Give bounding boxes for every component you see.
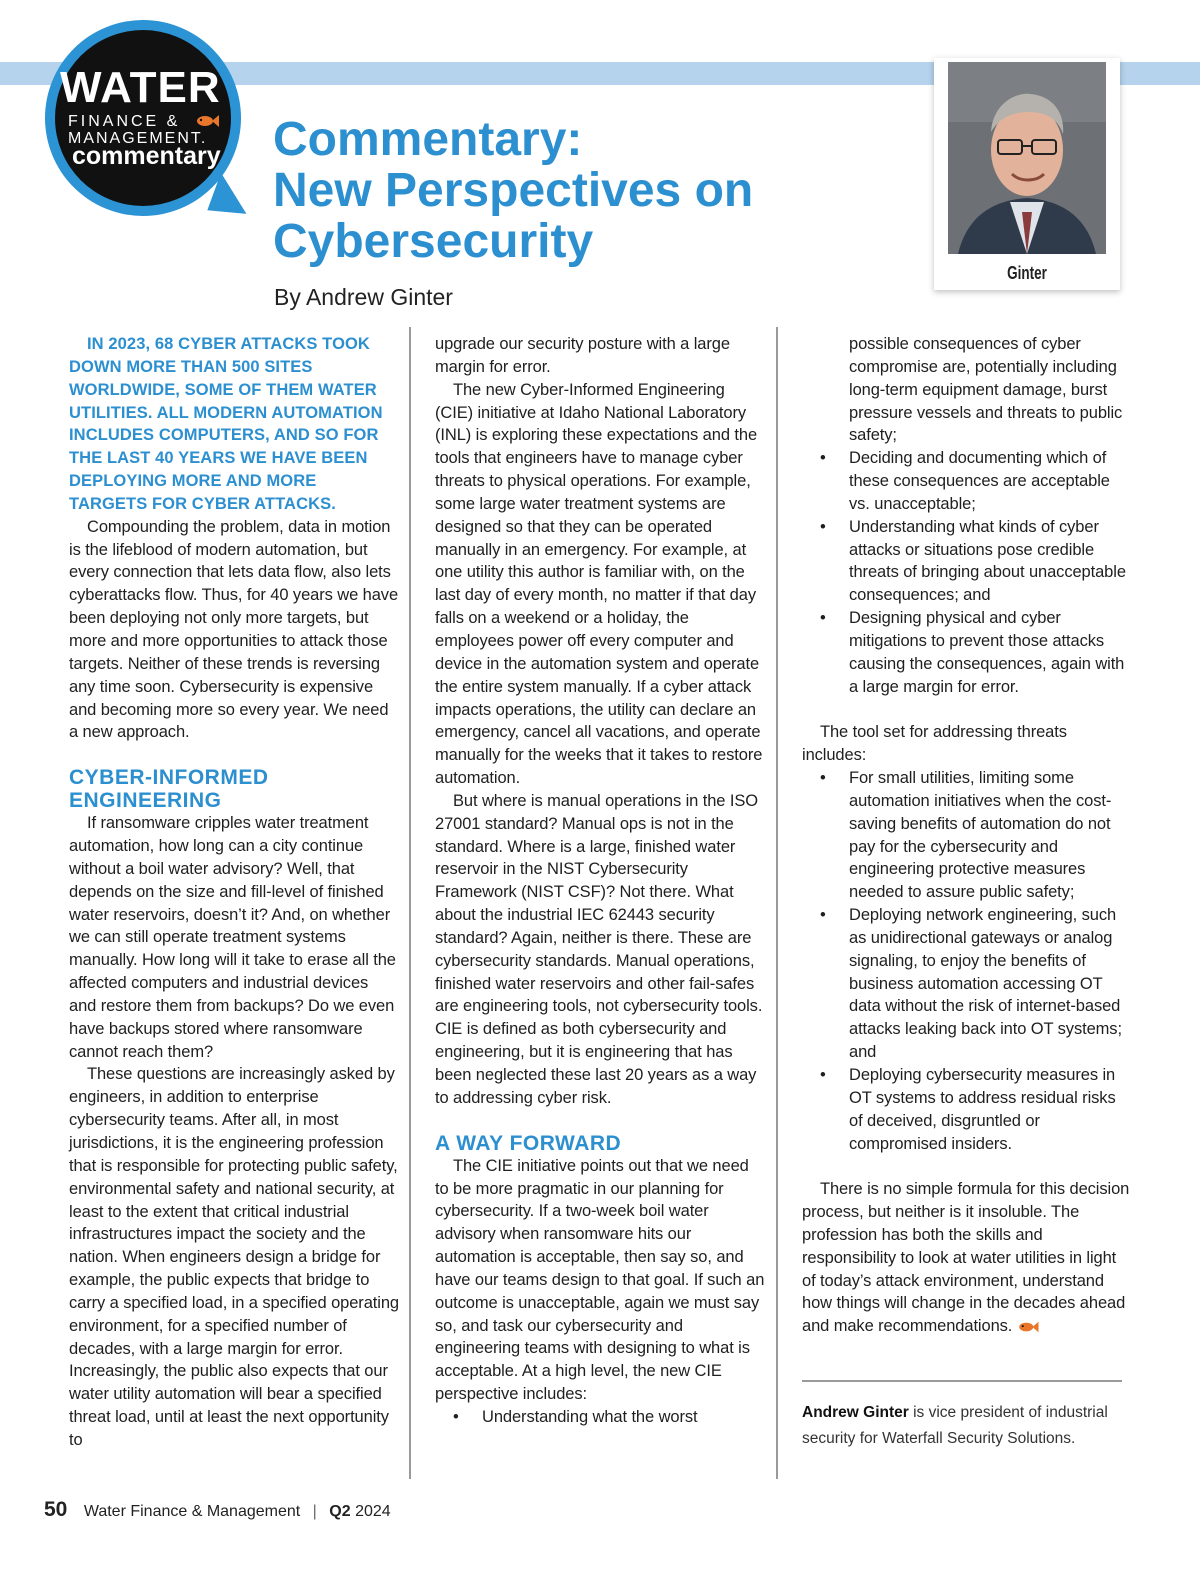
section-heading: CYBER-INFORMED ENGINEERING [69,766,269,813]
page-footer [44,1498,391,1522]
issue-quarter: Q2 [329,1503,351,1520]
publication-name: Water Finance & Management [83,1503,301,1520]
title-line-3: Cybersecurity [273,215,594,268]
column-divider [409,327,411,1479]
end-mark-fish-icon [1017,1320,1039,1334]
list-item-continued: possible consequences of cyber compromise are, potentially including long-term equipment damage, burst pressure vessels and threats to public safety; [849,335,1123,445]
title-line-1: Commentary: [273,113,583,166]
list-item: • Understanding what the worst [482,1406,765,1429]
footer-separator: | [312,1503,317,1520]
column-1 [69,333,399,1452]
bullet-list [435,1406,765,1429]
logo-word-management: MANAGEMENT. [68,130,208,147]
fish-icon [195,113,219,129]
logo-word-water: WATER [60,63,221,112]
list-item: • Understanding what kinds of cyber attacks or situations pose credible threats of bringing about unacceptable consequences; and [849,516,1132,607]
bio-divider [802,1380,1122,1382]
closing-text: There is no simple formula for this decision process, but neither is it insoluble. The profession has both the skills and responsibility to look at water utilities in light of today’s attack environment, understand how things will change in the decades ahead and make recommendations. [802,1180,1130,1336]
logo-word-finance: FINANCE & [68,113,181,130]
author-portrait-icon [948,62,1106,254]
paragraph: The CIE initiative points out that we need to be more pragmatic in our planning for cybersecurity. If a two-week boil water advisory when ransomware hits our automation is acceptable, then say so, and have our teams design to that goal. If such an outcome is unacceptable, again we must say so, and task our cybersecurity and engineering teams with designing to what is acceptable. At a high level, the new CIE perspective includes: [435,1156,765,1404]
column-divider [776,327,778,1479]
bullet-list [802,767,1132,1155]
paragraph: If ransomware cripples water treatment automation, how long can a city continue without a boil water advisory? Well, that depends on the size and fill-level of finished water reservoirs, doesn’t it? And, on whether we can still operate treatment systems manually. How long will it take to erase all the affected computers and industrial devices and restore them from backups? Do we even have backups stored where ransomware cannot reach them? [69,814,396,1061]
author-photo-card [934,58,1120,290]
paragraph: Compounding the problem, data in motion is the lifeblood of modern automation, but every connection that lets data flow, also lets cyberattacks flow. Thus, for 40 years we have been deploying not only more targets, but more and more opportunities to attack those targets. Neither of these trends is reversing any time soon. Cybersecurity is expensive and becoming more so every year. We need a new approach. [69,517,399,742]
closing-paragraph [802,1178,1132,1338]
article-title [273,114,833,267]
bullet-list [802,447,1132,698]
column-3 [802,333,1132,1338]
list-item: • For small utilities, limiting some automation initiatives when the cost-saving benefits of automation do not pay for the cybersecurity and engineering protective measures needed to assure public safety; [849,767,1132,904]
paragraph: But where is manual operations in the ISO 27001 standard? Manual ops is not in the standard. Where is a large, finished water reservoir in the NIST Cybersecurity Framework (NIST CSF)? Not there. What about the industrial IEC 62443 security standard? Again, neither is there. These are cybersecurity standards. Manual operations, finished water reservoirs and other fail-safes are engineering tools, not cybersecurity tools. CIE is defined as both cybersecurity and engineering, but it is engineering that has been neglected these last 20 years as a way to addressing cyber risk. [435,791,763,1107]
paragraph: The tool set for addressing threats includes: [802,723,1067,765]
column-2 [435,333,765,1429]
list-item: • Deploying network engineering, such as unidirectional gateways or analog signaling, to enjoy the benefits of business automation accessing OT data without the risk of internet-based attacks leaking back into OT systems; and [849,904,1132,1064]
bio-author-name: Andrew Ginter [802,1404,909,1421]
paragraph: upgrade our security posture with a large margin for error. [435,335,730,376]
photo-caption: Ginter [1007,263,1047,283]
section-heading: A WAY FORWARD [435,1131,622,1155]
list-item: • Deploying cybersecurity measures in OT systems to address residual risks of deceived, disgruntled or compromised insiders. [849,1064,1132,1155]
list-item: • Designing physical and cyber mitigations to prevent those attacks causing the consequences, again with a large margin for error. [849,607,1132,698]
logo-word-commentary: commentary [72,142,221,170]
page-number: 50 [44,1498,68,1521]
title-line-2: New Perspectives on [273,164,754,217]
paragraph: The new Cyber-Informed Engineering (CIE) initiative at Idaho National Laboratory (INL) is exploring these expectations and the tools that engineers have to manage cyber threats to physical operations. For example, some large water treatment systems are designed so that they can be operated manually in an emergency. For example, at one utility this author is familiar with, on the last day of every month, no matter if that day falls on a weekend or a holiday, the employees power off every computer and device in the automation system and operate the entire system manually. If a cyber attack impacts operations, the utility can declare an emergency, cancel all vacations, and operate manually for the weeks that it takes to restore automation. [435,380,763,788]
bio-text: is vice president of industrial security for Waterfall Security Solutions. [802,1404,1108,1447]
author-photo [948,62,1106,254]
list-item: • Deciding and documenting which of these consequences are acceptable vs. unacceptable; [849,447,1132,516]
author-bio [802,1400,1122,1452]
paragraph: These questions are increasingly asked by engineers, in addition to enterprise cybersecurity teams. After all, in most jurisdictions, it is the engineering profession that is responsible for protecting public safety, environmental safety and national security, at least to the extent that critical industrial infrastructures impact the society and the nation. When engineers design a bridge for example, the public expects that bridge to carry a specified load, in a specified operating environment, for a specified number of decades, with a large margin for error. Increasingly, the public also expects that our water utility automation will bear a specified threat load, until at least the next opportunity to [69,1065,399,1449]
issue-year: 2024 [355,1503,391,1520]
lead-paragraph: IN 2023, 68 CYBER ATTACKS TOOK DOWN MORE THAN 500 SITES WORLDWIDE, SOME OF THEM WATER UTILITIES. ALL MODERN AUTOMATION INCLUDES COMPUTERS, AND SO FOR THE LAST 40 YEARS WE HAVE BEEN DEPLOYING MORE AND MORE TARGETS FOR CYBER ATTACKS. [69,335,383,513]
byline: By Andrew Ginter [274,284,453,310]
